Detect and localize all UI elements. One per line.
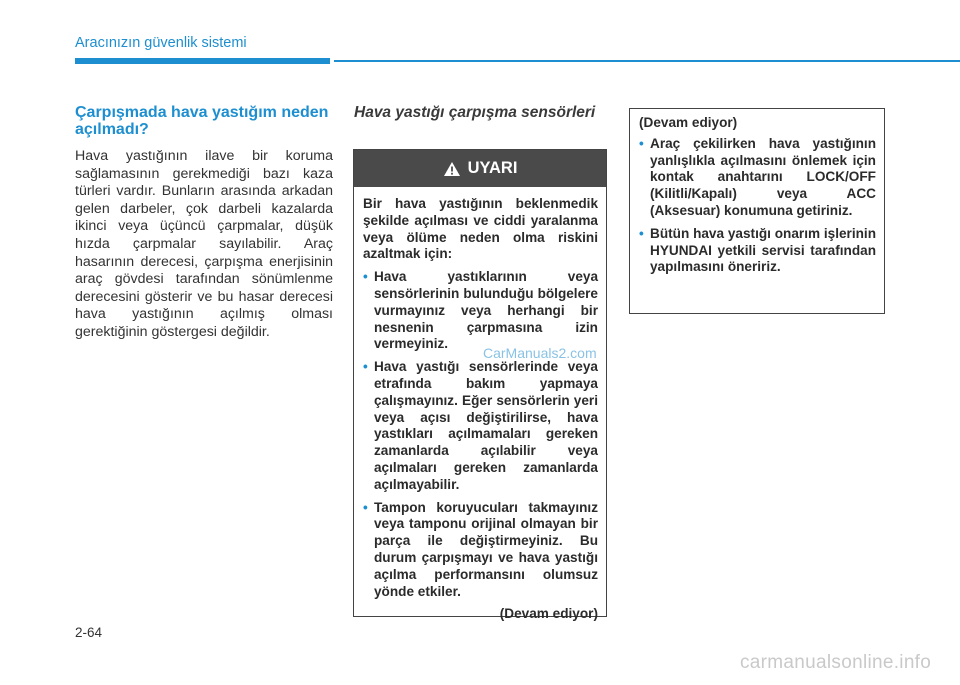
warning-label: UYARI [467, 159, 518, 177]
continued-item-text: Araç çekilirken hava yastığının yanlışlıkla açılmasını önlemek için kontak anahtarını LOCK/OFF (Kilitli/Kapalı) veya ACC (Aksesuar) konumuna getiriniz. [650, 135, 876, 218]
bullet-icon: • [639, 135, 644, 151]
bullet-icon: • [363, 499, 368, 515]
continued-list [639, 136, 876, 276]
watermark-center: CarManuals2.com [483, 345, 597, 361]
warning-item [363, 359, 598, 493]
continued-item-text: Bütün hava yastığı onarım işlerinin HYUNDAI yetkili servisi tarafından yapılmasını öneririz. [650, 225, 876, 275]
sensors-heading: Hava yastığı çarpışma sensörleri [354, 104, 596, 121]
warning-item-text: Tampon koruyucuları takmayınız veya tamponu orijinal olmayan bir parça ile değiştirmeyiniz. Bu durum çarpışmayı ve hava yastığı açılma performansını olumsuz yönde etkiler. [374, 499, 598, 599]
warning-triangle-icon [443, 161, 461, 177]
continued-title: (Devam ediyor) [639, 115, 738, 130]
warning-item [363, 500, 598, 601]
header-rule-thick [75, 58, 330, 64]
warning-body [354, 187, 606, 623]
continued-item [639, 136, 876, 220]
continued-label: (Devam ediyor) [499, 606, 598, 622]
warning-box [353, 149, 607, 622]
warning-lead: Bir hava yastığının beklenmedik şekilde açılması ve ciddi yaralanma veya ölüme neden olma riskini azaltmak için: [363, 196, 598, 262]
warning-item [363, 269, 598, 353]
continued-box [629, 108, 885, 314]
warning-list [363, 269, 598, 600]
left-heading: Çarpışmada hava yastığım neden açılmadı? [75, 104, 329, 138]
page-number: 2-64 [75, 625, 103, 640]
left-body: Hava yastığının ilave bir koruma sağlamasının gerekmediği bazı kaza türleri vardır. Bunların arasında arkadan gelen darbeler, çok darbeli kazalarda ikinci veya üçüncü çarpmalar, düşük hızda çarpmalar sayılabilir. Araç hasarının derecesi, çarpışma enerjisinin araç gövdesi tarafından sönümlenme derecesini gösterir ve bu hasar derecesi hava yastığının açılmış olması gerektiğinin göstergesi değildir. [75, 148, 333, 340]
header-rule-thin [334, 60, 960, 62]
warning-item-text: Hava yastığı sensörlerinde veya etrafında bakım yapmaya çalışmayınız. Eğer sensörlerin yeri veya açısı değiştirilirse, hava yastıkları açılmamaları gereken zamanlarda açılabilir veya açılmaları gereken zamanlarda açılmayabilir. [374, 359, 598, 492]
bullet-icon: • [363, 269, 368, 285]
section-title: Aracınızın güvenlik sistemi [75, 35, 247, 51]
bullet-icon: • [639, 225, 644, 241]
bullet-icon: • [363, 359, 368, 375]
left-column [75, 104, 333, 342]
warning-item-text: Hava yastıklarının veya sensörlerinin bulunduğu bölgelere vurmayınız veya herhangi bir nesnenin çarpmasına izin vermeyiniz. [374, 269, 598, 352]
continued-item [639, 226, 876, 276]
watermark-bottom: carmanualsonline.info [740, 652, 932, 673]
warning-header [354, 150, 606, 187]
